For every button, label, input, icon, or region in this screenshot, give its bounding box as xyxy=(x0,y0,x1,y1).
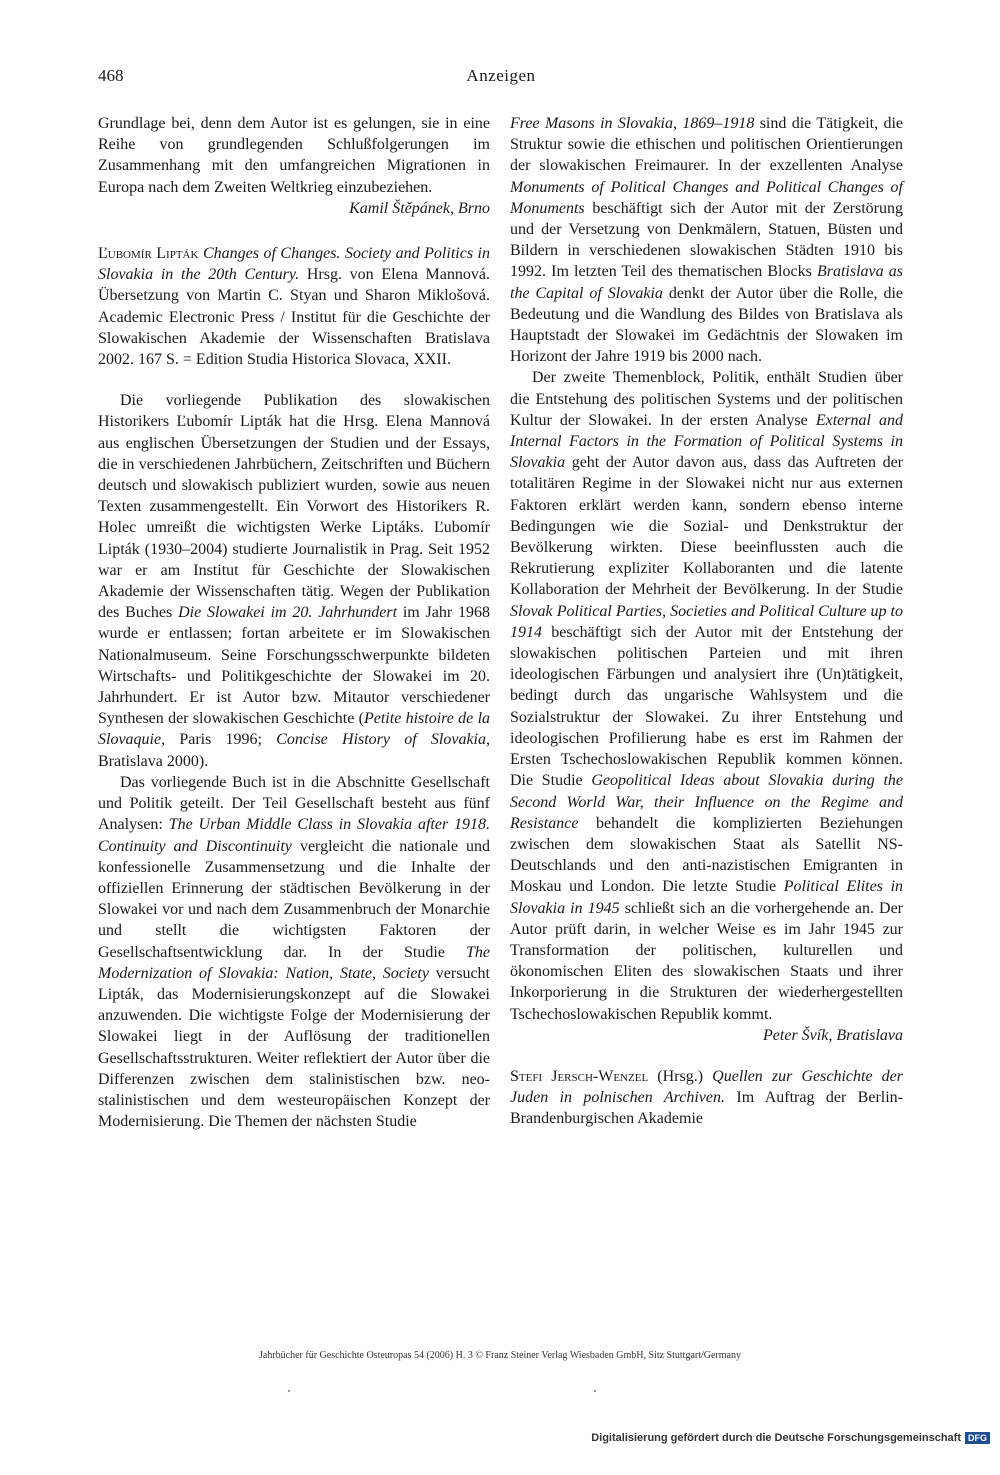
text-run: Im Auftrag der Berlin-Brandenburgischen Akademie xyxy=(510,1089,903,1128)
text-run: sind die Tätigkeit, die Struktur sowie die ethischen und politischen Orientierungen der slowakischen Freimaurer. In der exzellenten Analyse xyxy=(510,115,903,175)
page-number: 468 xyxy=(98,66,124,85)
review-author: Ľubomír Lipták xyxy=(98,245,199,263)
dfg-note-text: Digitalisierung gefördert durch die Deutsche Forschungsgemeinschaft xyxy=(591,1432,961,1444)
text-run: geht der Autor davon aus, dass das Auftreten der totalitären Regime in der Slowakei nicht nur aus externen Faktoren erklärt werden kann, sondern ebenso interne Bedingungen wie die Sozial- und Denkstruktur der Bevölkerung wirkten. Diese beeinflussten auch die Rekrutierung expliziter Kollaboranten und die latente Kollaboration der Mehrheit der Bevölkerung. In der Studie xyxy=(510,454,903,599)
text-run: Die vorliegende Publikation des slowakischen Historikers Ľubomír Lipták hat die Hrsg. Elena Mannová aus englischen Übersetzungen der Studien und der Essays, die in verschiedenen Jahrbüchern, Zeitschriften und Büchern deutsch und slowakisch publiziert wurden, sowie aus neuen Texten zusammengestellt. Ein Vorwort des Historikers R. Holec umreißt die wichtigsten Werke Liptáks. Ľubomír Lipták (1930–2004) studierte Journalistik in Prag. Seit 1952 war er am Institut für Geschichte der Slowakischen Akademie der Wissenschaften tätig. Wegen der Publikation des Buches xyxy=(98,392,490,622)
italic-title: Bratislava as the Capital of Slovakia xyxy=(510,263,904,302)
italic-title: Monuments of Political Changes and Political Changes of Monuments xyxy=(510,178,903,217)
text-run: Paris 1996; xyxy=(179,731,262,749)
scan-speck xyxy=(288,1390,290,1392)
text-run: behandelt die komplizierten Beziehungen zwischen dem slowakischen Staat als Satellit NS-Deutschlands und den anti-nazistischen Emigranten in Moskau und London. Die letzte Studie xyxy=(510,814,904,896)
book-title: Changes of Changes. Society and Politics in Slovakia in the 20th Century. xyxy=(98,245,490,284)
review-heading xyxy=(510,1066,903,1130)
book-title: Quellen zur Geschichte der Juden in polnischen Archiven. xyxy=(510,1067,903,1107)
italic-title: External and Internal Factors in the Formation of Political Systems in Slovakia xyxy=(510,411,904,472)
page-header xyxy=(98,66,904,96)
section-title: Anzeigen xyxy=(466,66,536,85)
italic-title: The Modernization of Slovakia: Nation, State, Society xyxy=(98,943,491,982)
paragraph: Grundlage bei, denn dem Autor ist es gelungen, sie in eine Reihe von grundlegenden Schlußfolgerungen im Zusammenhang mit den umfangreichen Migrationen in Europa nach dem Zweiten Weltkrieg einzubeziehen. xyxy=(98,115,490,196)
dfg-logo: DFG xyxy=(965,1432,990,1444)
paragraph xyxy=(510,367,903,1024)
text-run: schließt sich an die vorhergehende an. Der Autor prüft darin, in welcher Weise es im Jahr 1945 zur Transformation der politischen, kulturellen und ökonomischen Eliten des slowakischen Staats und ihrer Inkorporierung in die Strukturen der wiederhergestellten Tschechoslowakischen Republik kommt. xyxy=(510,899,904,1023)
review-author: Stefi Jersch-Wenzel xyxy=(510,1067,649,1085)
text-run: beschäftigt sich der Autor mit der Entstehung der slowakischen politischen Parteien und mit ihren ideologischen Färbungen und analysiert ihre (Un)tätigkeit, bedingt durch das ungarische Wahlsystem und die Sozialstruktur der Slowakei. Zu ihrer Entstehung und ideologischen Profilierung habe es erst im Rahmen der Ersten Tschechoslowakischen Republik kommen können. Die Studie xyxy=(510,623,904,790)
italic-title: Geopolitical Ideas about Slovakia during the Second World War, their Influence on the Regime and Resistance xyxy=(510,772,903,832)
paragraph xyxy=(510,113,903,367)
text-run: Der zweite Themenblock, Politik, enthält Studien über die Entstehung des politischen Systems und der politischen Kultur der Slowakei. In der ersten Analyse xyxy=(510,369,903,429)
text-run: im Jahr 1968 wurde er entlassen; fortan arbeitete er im Slowakischen Nationalmuseum. Seine Forschungsschwerpunkte bildeten Wirtschafts- und Politikgeschichte der Slowakei im 20. Jahrhundert. Er ist Autor bzw. Mitautor verschiedener Synthesen der slowakischen Geschichte ( xyxy=(98,604,491,728)
text-run: beschäftigt sich der Autor mit der Zerstörung und der Versetzung von Denkmälern, Statuen, Büsten und Bildern in verschiedenen slowakischen Städten 1910 bis 1992. Im letzten Teil des thematischen Blocks xyxy=(510,199,904,281)
left-column xyxy=(98,113,490,1132)
right-column xyxy=(510,113,903,1130)
scan-speck xyxy=(594,1390,596,1392)
journal-citation: Jahrbücher für Geschichte Osteuropas 54 (2006) H. 3 © Franz Steiner Verlag Wiesbaden GmbH, Sitz Stuttgart/Germany xyxy=(259,1350,741,1361)
italic-title: Die Slowakei im 20. Jahrhundert xyxy=(178,604,398,622)
editor-role: (Hrsg.) xyxy=(657,1067,704,1085)
italic-title: Political Elites in Slovakia in 1945 xyxy=(510,878,904,917)
reviewer-signature: Peter Švík, Bratislava xyxy=(763,1026,903,1044)
paragraph xyxy=(98,772,490,1132)
review-heading xyxy=(98,243,490,370)
paragraph xyxy=(98,390,490,772)
text-run: vergleicht die nationale und konfessionelle Zusammensetzung und die Inhalte der offiziellen Erinnerung der städtischen Bevölkerung in der Slowakei vor und nach dem Zusammenbruch der Monarchie und stellt die wichtigsten Faktoren der Gesellschaftsentwicklung dar. In der Studie xyxy=(98,837,491,961)
italic-title: Free Masons in Slovakia, 1869–1918 xyxy=(510,115,755,132)
bibliographic-info: Hrsg. von Elena Mannová. Übersetzung von Martin C. Styan und Sharon Miklošová. Academic Electronic Press / Institut für die Geschichte der Slowakischen Akademie der Wissenschaften Bratislava 2002. 167 S. = Edition Studia Historica Slovaca, XXII. xyxy=(98,266,490,369)
italic-title: The Urban Middle Class in Slovakia after 1918. Continuity and Discontinuity xyxy=(98,816,490,855)
italic-title: Concise History of Slovakia, xyxy=(276,731,490,749)
text-run: versucht Lipták, das Modernisierungskonzept auf die Slowakei anzuwenden. Die wichtigste Folge der Modernisierung der Slowakei liegt in der Auflösung der traditionellen Gesellschaftsstrukturen. Weiter reflektiert der Autor über die Differenzen zwischen dem stalinistischen bzw. neo-stalinistischen und dem westeuropäischen Konzept der Modernisierung. Die Themen der nächsten Studie xyxy=(98,964,490,1131)
reviewer-signature: Kamil Štěpánek, Brno xyxy=(349,199,490,217)
italic-title: Petite histoire de la Slovaquie, xyxy=(98,710,491,749)
text-run: Bratislava 2000). xyxy=(98,752,209,770)
text-run: Das vorliegende Buch ist in die Abschnitte Gesellschaft und Politik geteilt. Der Teil Gesellschaft besteht aus fünf Analysen: xyxy=(98,773,490,834)
text-run: denkt der Autor über die Rolle, die Bedeutung und die Wandlung des Bildes von Bratislava als Hauptstadt der Slowakei im Gedächtnis der Slowaken im Horizont der Jahre 1919 bis 2000 nach. xyxy=(510,284,904,366)
italic-title: Slovak Political Parties, Societies and Political Culture up to 1914 xyxy=(510,602,903,641)
dfg-funding-note xyxy=(591,1432,990,1444)
